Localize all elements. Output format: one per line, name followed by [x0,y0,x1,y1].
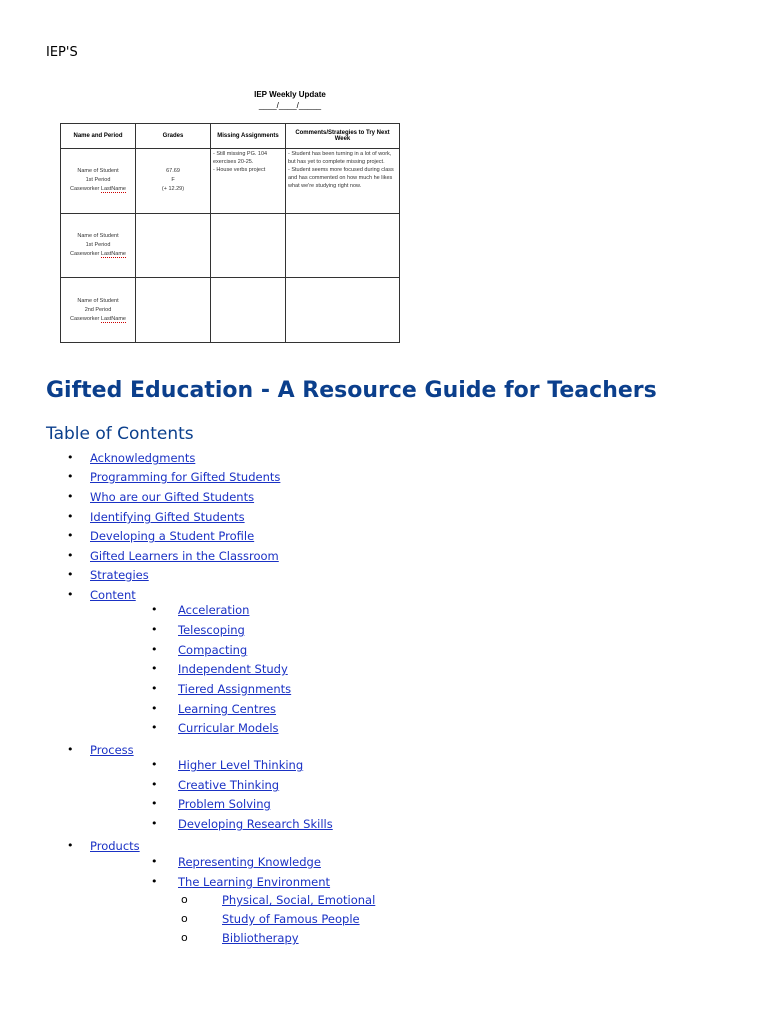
missing-cell: - Still missing PG. 104 exercises 20-25. - House verbs project [211,149,286,214]
toc-link-physical-social-emotional[interactable]: Physical, Social, Emotional [222,893,376,907]
toc-link-research-skills[interactable]: Developing Research Skills [178,817,333,831]
bullet-icon: • [67,568,74,581]
toc-link-independent-study[interactable]: Independent Study [178,662,288,676]
bullet-icon: • [151,797,158,810]
toc-link-identifying[interactable]: Identifying Gifted Students [90,510,245,524]
bullet-icon: • [67,451,74,464]
toc-link-problem-solving[interactable]: Problem Solving [178,797,271,811]
toc-link-programming[interactable]: Programming for Gifted Students [90,470,281,484]
bullet-icon: • [67,510,74,523]
bullet-icon: • [67,470,74,483]
bullet-icon: • [151,817,158,830]
toc-link-creative-thinking[interactable]: Creative Thinking [178,778,280,792]
student-name: Name of Student [77,232,119,239]
grades-cell: 67.69 F (+ 12.29) [136,149,211,214]
student-caseworker: Caseworker LastName [70,315,126,322]
student-period: 1st Period [85,177,111,184]
bullet-icon: • [67,549,74,562]
bullet-icon: • [151,662,158,675]
bullet-icon: • [67,588,74,601]
toc-link-gifted-learners[interactable]: Gifted Learners in the Classroom [90,549,279,563]
circle-bullet-icon: o [181,931,188,944]
column-header: Grades [136,124,211,149]
toc-link-curricular-models[interactable]: Curricular Models [178,721,279,735]
comments-cell: - Student has been turning in a lot of work, but has yet to complete missing project. - Student seems more focused during class and has commented on how much he likes what we're studying right now. [286,149,400,214]
circle-bullet-icon: o [181,912,188,925]
toc-link-telescoping[interactable]: Telescoping [178,623,245,637]
iep-table [60,123,400,343]
student-caseworker: Caseworker LastName [70,186,126,193]
student-period: 2nd Period [84,306,112,313]
column-header: Comments/Strategies to Try Next Week [286,124,400,149]
bullet-icon: • [151,682,158,695]
toc-link-acceleration[interactable]: Acceleration [178,603,250,617]
student-name: Name of Student [77,168,119,175]
bullet-icon: • [151,855,158,868]
bullet-icon: • [67,839,74,852]
toc-link-famous-people[interactable]: Study of Famous People [222,912,360,926]
comments-cell [286,278,400,343]
bullet-icon: • [67,743,74,756]
iep-label: IEP'S [46,45,78,60]
iep-weekly-update-image [60,86,402,346]
form-date-blank: ____/____/_____ [258,101,322,110]
toc-link-bibliotherapy[interactable]: Bibliotherapy [222,931,299,945]
student-name: Name of Student [77,297,119,304]
toc-link-higher-level-thinking[interactable]: Higher Level Thinking [178,758,304,772]
bullet-icon: • [67,490,74,503]
bullet-icon: • [151,623,158,636]
student-period: 1st Period [85,241,111,248]
toc-link-learning-centres[interactable]: Learning Centres [178,702,277,716]
toc-link-representing-knowledge[interactable]: Representing Knowledge [178,855,321,869]
circle-bullet-icon: o [181,893,188,906]
student-cell [61,213,136,278]
bullet-icon: • [151,603,158,616]
comments-cell [286,213,400,278]
bullet-icon: • [151,758,158,771]
toc-link-learning-environment[interactable]: The Learning Environment [178,875,331,889]
column-header: Missing Assignments [211,124,286,149]
student-caseworker: Caseworker LastName [70,250,126,257]
toc-link-products[interactable]: Products [90,839,140,853]
student-cell [61,149,136,214]
toc-heading: Table of Contents [46,424,194,444]
form-title: IEP Weekly Update [254,90,326,99]
page-title: Gifted Education - A Resource Guide for Teachers [46,378,657,403]
toc-link-tiered-assignments[interactable]: Tiered Assignments [178,682,292,696]
missing-cell [211,213,286,278]
table-row [61,278,400,343]
toc-link-student-profile[interactable]: Developing a Student Profile [90,529,255,543]
toc-link-process[interactable]: Process [90,743,134,757]
column-header: Name and Period [61,124,136,149]
grades-cell [136,278,211,343]
toc-link-strategies[interactable]: Strategies [90,568,149,582]
missing-cell [211,278,286,343]
student-cell [61,278,136,343]
table-row [61,213,400,278]
bullet-icon: • [151,721,158,734]
grades-cell [136,213,211,278]
bullet-icon: • [67,529,74,542]
bullet-icon: • [151,875,158,888]
bullet-icon: • [151,643,158,656]
bullet-icon: • [151,702,158,715]
toc-link-content[interactable]: Content [90,588,136,602]
bullet-icon: • [151,778,158,791]
table-row [61,149,400,214]
table-header-row [61,124,400,149]
toc-link-who-are-gifted[interactable]: Who are our Gifted Students [90,490,255,504]
toc-link-compacting[interactable]: Compacting [178,643,248,657]
toc-link-acknowledgments[interactable]: Acknowledgments [90,451,196,465]
